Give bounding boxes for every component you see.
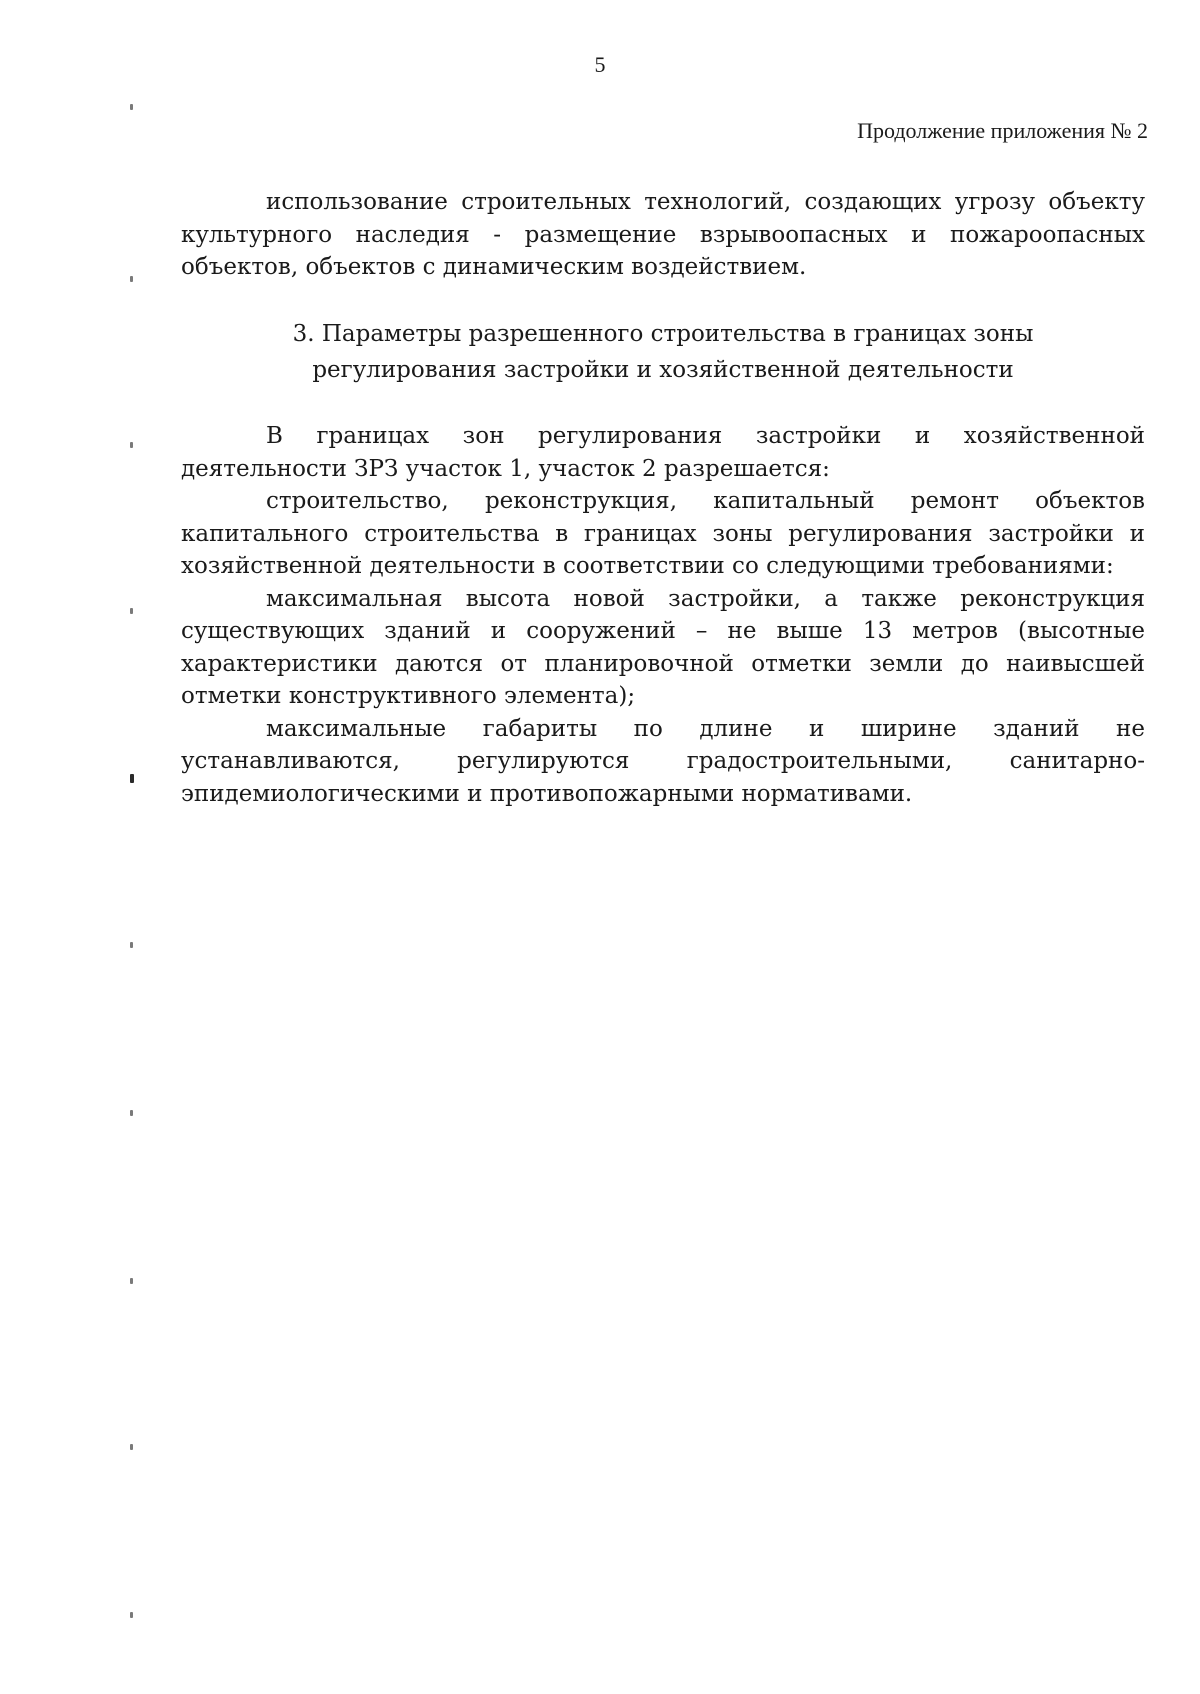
section-heading-line-2: регулирования застройки и хозяйственной деятельности <box>312 357 1014 383</box>
appendix-reference: Продолжение приложения № 2 <box>857 118 1148 143</box>
continuation-block <box>181 186 1145 284</box>
paragraph-construction: строительство, реконструкция, капитальный ремонт объектов капитального строительства в границах зоны регулирования застройки и хозяйственной деятельности в соответствии со следующими требованиями: <box>181 488 1145 579</box>
paragraph-zones-intro: В границах зон регулирования застройки и хозяйственной деятельности ЗРЗ участок 1, участок 2 разрешается: <box>181 423 1145 482</box>
paragraph-max-height: максимальная высота новой застройки, а также реконструкция существующих зданий и сооружений – не выше 13 метров (высотные характеристики даются от планировочной отметки земли до наивысшей отметки конструктивного элемента); <box>181 585 1145 709</box>
scan-mark <box>130 942 133 948</box>
continuation-paragraph: использование строительных технологий, создающих угрозу объекту культурного наследия - размещение взрывоопасных и пожароопасных объектов, объектов с динамическим воздействием. <box>181 189 1145 280</box>
scan-mark <box>130 104 133 110</box>
scan-mark <box>130 1110 133 1116</box>
paragraph-max-dimensions: максимальные габариты по длине и ширине зданий не устанавливаются, регулируются градостроительными, санитарно-эпидемиологическими и противопожарными нормативами. <box>181 715 1145 807</box>
scan-mark <box>130 276 133 282</box>
scan-mark <box>130 1278 133 1284</box>
scan-mark <box>130 442 133 448</box>
scan-mark <box>130 1444 133 1450</box>
scan-mark <box>130 1612 133 1618</box>
page-number: 5 <box>594 52 606 77</box>
section-heading <box>181 316 1145 388</box>
scan-mark <box>130 608 133 614</box>
scan-mark <box>130 774 134 783</box>
section-body <box>181 420 1145 810</box>
section-heading-line-1: 3. Параметры разрешенного строительства в границах зоны <box>292 321 1034 347</box>
